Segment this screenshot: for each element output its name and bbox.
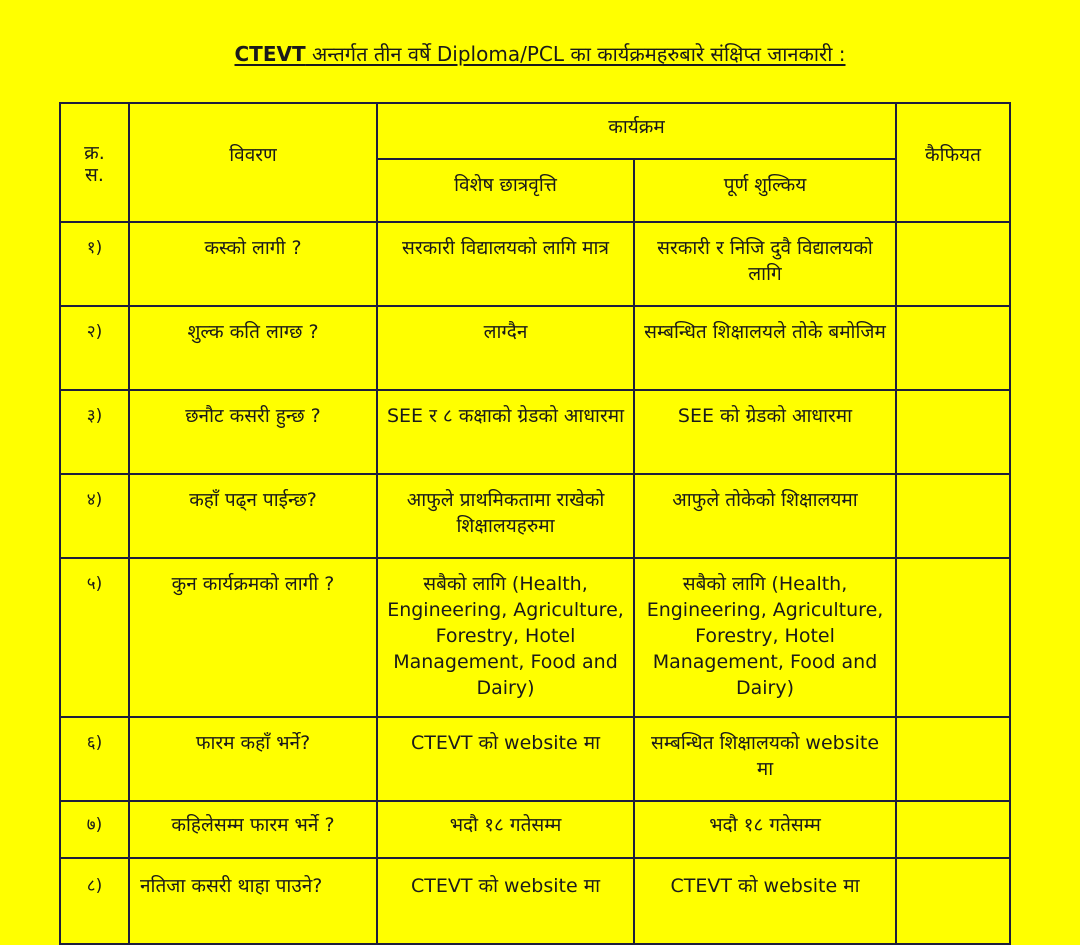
table-row — [60, 306, 1010, 390]
row-scholarship: सबैको लागि (Health, Engineering, Agriculture, Forestry, Hotel Management, Food and Dairy) — [377, 558, 634, 717]
row-scholarship: SEE र ८ कक्षाको ग्रेडको आधारमा — [377, 390, 634, 474]
row-remark — [896, 858, 1010, 944]
serial-header-line2: स. — [85, 164, 104, 186]
table-row — [60, 390, 1010, 474]
row-fee: सम्बन्धित शिक्षालयले तोके बमोजिम — [634, 306, 896, 390]
table-row — [60, 858, 1010, 944]
row-question: कुन कार्यक्रमको लागी ? — [129, 558, 377, 717]
row-question: फारम कहाँ भर्ने? — [129, 717, 377, 801]
row-remark — [896, 390, 1010, 474]
row-remark — [896, 306, 1010, 390]
remarks-header: कैफियत — [896, 103, 1010, 222]
row-remark — [896, 558, 1010, 717]
row-fee: भदौ १८ गतेसम्म — [634, 801, 896, 858]
row-scholarship: आफुले प्राथमिकतामा राखेको शिक्षालयहरुमा — [377, 474, 634, 558]
row-scholarship: भदौ १८ गतेसम्म — [377, 801, 634, 858]
row-scholarship: CTEVT को website मा — [377, 858, 634, 944]
row-remark — [896, 474, 1010, 558]
row-scholarship: सरकारी विद्यालयको लागि मात्र — [377, 222, 634, 306]
table-row — [60, 717, 1010, 801]
row-remark — [896, 717, 1010, 801]
row-serial: ६) — [60, 717, 129, 801]
serial-header-line1: क्र. — [84, 142, 105, 164]
row-scholarship: लाग्दैन — [377, 306, 634, 390]
scholarship-header: विशेष छात्रवृत्ति — [377, 159, 634, 222]
row-scholarship: CTEVT को website मा — [377, 717, 634, 801]
row-fee: CTEVT को website मा — [634, 858, 896, 944]
row-serial: ४) — [60, 474, 129, 558]
row-question: कहिलेसम्म फारम भर्ने ? — [129, 801, 377, 858]
row-fee: सरकारी र निजि दुवै विद्यालयको लागि — [634, 222, 896, 306]
row-remark — [896, 222, 1010, 306]
row-question: छनौट कसरी हुन्छ ? — [129, 390, 377, 474]
row-fee: आफुले तोकेको शिक्षालयमा — [634, 474, 896, 558]
row-remark — [896, 801, 1010, 858]
page-title — [0, 40, 1080, 67]
row-serial: ३) — [60, 390, 129, 474]
row-serial: १) — [60, 222, 129, 306]
description-header: विवरण — [129, 103, 377, 222]
full-fee-header: पूर्ण शुल्किय — [634, 159, 896, 222]
row-serial: ५) — [60, 558, 129, 717]
table-row — [60, 801, 1010, 858]
row-fee: सबैको लागि (Health, Engineering, Agriculture, Forestry, Hotel Management, Food and Dairy) — [634, 558, 896, 717]
row-fee: सम्बन्धित शिक्षालयको website मा — [634, 717, 896, 801]
row-serial: २) — [60, 306, 129, 390]
title-bold-part: CTEVT — [234, 42, 306, 66]
title-rest: अन्तर्गत तीन वर्षे Diploma/PCL का कार्यक्रमहरुबारे संक्षिप्त जानकारी : — [305, 42, 846, 66]
row-question: कहाँ पढ्न पाईन्छ? — [129, 474, 377, 558]
info-table — [59, 102, 1011, 945]
header-row — [60, 103, 1010, 159]
row-question: कस्को लागी ? — [129, 222, 377, 306]
row-question: नतिजा कसरी थाहा पाउने? — [129, 858, 377, 944]
row-serial: ७) — [60, 801, 129, 858]
program-header: कार्यक्रम — [377, 103, 896, 159]
row-serial: ८) — [60, 858, 129, 944]
table-row — [60, 558, 1010, 717]
serial-header — [60, 103, 129, 222]
table-row — [60, 474, 1010, 558]
row-question: शुल्क कति लाग्छ ? — [129, 306, 377, 390]
row-fee: SEE को ग्रेडको आधारमा — [634, 390, 896, 474]
table-row — [60, 222, 1010, 306]
